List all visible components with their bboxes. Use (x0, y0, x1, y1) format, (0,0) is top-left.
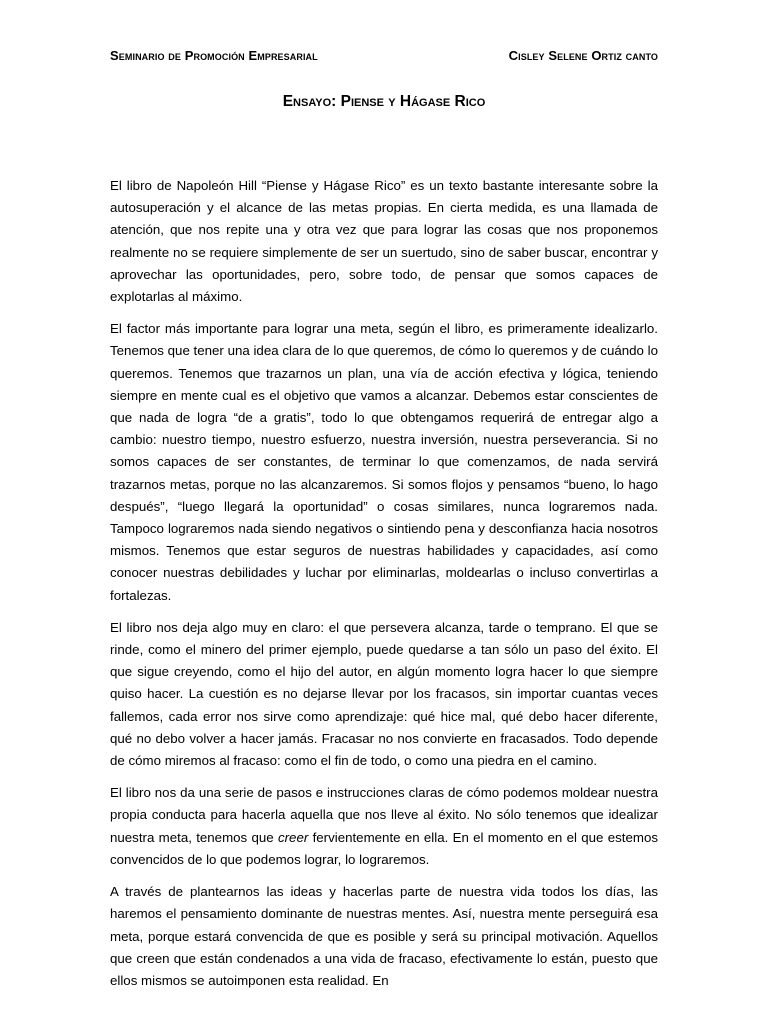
paragraph-4-text-before: El libro nos da una serie de pasos e instrucciones claras de cómo podemos moldear nuestra propia conducta para hacerla aquella que nos lleve al éxito. No sólo tenemos que idealizar nuestra meta, tenemos que (110, 785, 658, 845)
paragraph-4-text-after: fervientemente en ella. En el momento en el que estemos convencidos de lo que podemos lograr, lo lograremos. (110, 829, 658, 867)
paragraph-3: El libro nos deja algo muy en claro: el que persevera alcanza, tarde o temprano. El que se rinde, como el minero del primer ejemplo, puede quedarse a tan sólo un paso del éxito. El que sigue creyendo, como el hijo del autor, en algún momento logra hacer lo que siempre quiso hacer. La cuestión es no dejarse llevar por los fracasos, sin importar cuantas veces fallemos, cada error nos sirve como aprendizaje: qué hice mal, qué debo hacer diferente, qué no debo volver a hacer jamás. Fracasar no nos convierte en fracasados. Todo depende de cómo miremos al fracaso: como el fin de todo, o como una piedra en el camino. (110, 619, 658, 769)
paragraph-4-emphasis: creer (277, 829, 309, 845)
header-author-name: Cisley Selene Ortiz canto (508, 48, 658, 63)
paragraph-4 (110, 782, 658, 871)
essay-title: Ensayo: Piense y Hágase Rico (282, 93, 486, 110)
page-header (110, 48, 658, 63)
paragraph-2: El factor más importante para lograr una meta, según el libro, es primeramente idealizarlo. Tenemos que tener una idea clara de lo que queremos, de cómo lo queremos y de cuándo lo queremos. Tenemos que trazarnos un plan, una vía de acción efectiva y lógica, teniendo siempre en mente cual es el objetivo que vamos a alcanzar. Debemos estar conscientes de que nada de logra “de a gratis”, todo lo que obtengamos requerirá de entregar algo a cambio: nuestro tiempo, nuestro esfuerzo, nuestra inversión, nuestra perseverancia. Si no somos capaces de ser constantes, de terminar lo que comenzamos, de nada servirá trazarnos metas, porque no las alcanzaremos. Si somos flojos y pensamos “bueno, lo hago después”, “luego llegará la oportunidad” o cosas similares, nunca lograremos nada. Tampoco lograremos nada siendo negativos o sintiendo pena y desconfianza hacia nosotros mismos. Tenemos que estar seguros de nuestras habilidades y capacidades, así como conocer nuestras debilidades y luchar por eliminarlas, moldearlas o incluso convertirlas a fortalezas. (110, 321, 658, 603)
essay-body (110, 175, 658, 1002)
header-course-title: Seminario de Promoción Empresarial (110, 48, 318, 63)
paragraph-1: El libro de Napoleón Hill “Piense y Hágase Rico” es un texto bastante interesante sobre la autosuperación y el alcance de las metas propias. En cierta medida, es una llamada de atención, que nos repite una y otra vez que para lograr las cosas que nos proponemos realmente no se requiere simplemente de ser un suertudo, sino de saber buscar, encontrar y aprovechar las oportunidades, pero, sobre todo, de pensar que somos capaces de explotarlas al máximo. (110, 178, 658, 305)
paragraph-5: A través de plantearnos las ideas y hacerlas parte de nuestra vida todos los días, las haremos el pensamiento dominante de nuestras mentes. Así, nuestra mente perseguirá esa meta, porque estará convencida de que es posible y será su principal motivación. Aquellos que creen que están condenados a una vida de fracaso, efectivamente lo están, puesto que ellos mismos se autoimponen esta realidad. En (110, 884, 658, 988)
